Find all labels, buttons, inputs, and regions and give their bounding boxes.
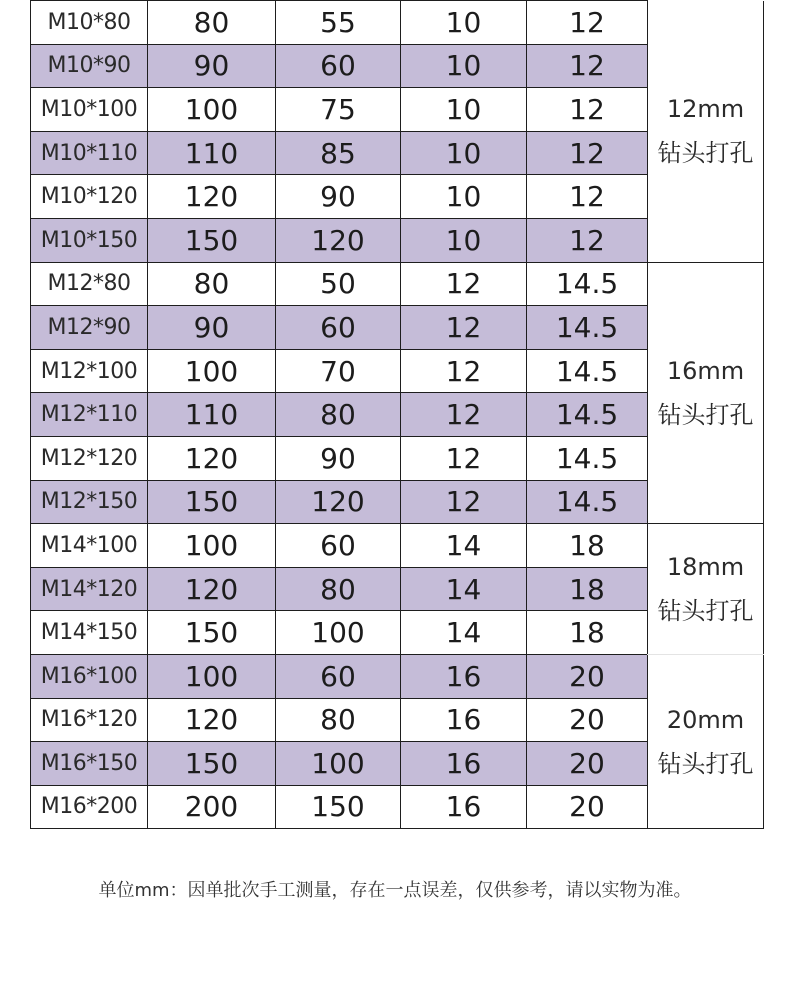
drill-size-cell (648, 1, 764, 263)
model-cell: M12*90 (31, 306, 148, 350)
bolt-diameter-cell: 10 (401, 88, 527, 132)
thread-length-cell: 100 (276, 742, 401, 786)
table-row (31, 524, 764, 568)
bolt-diameter-cell: 14 (401, 567, 527, 611)
table-row (31, 654, 764, 698)
sleeve-diameter-cell: 14.5 (527, 262, 648, 306)
sleeve-diameter-cell: 18 (527, 567, 648, 611)
model-cell: M14*150 (31, 611, 148, 655)
length-cell: 100 (148, 88, 276, 132)
table-row (31, 262, 764, 306)
sleeve-diameter-cell: 12 (527, 218, 648, 262)
sleeve-diameter-cell: 20 (527, 654, 648, 698)
sleeve-diameter-cell: 14.5 (527, 306, 648, 350)
sleeve-diameter-cell: 12 (527, 1, 648, 45)
bolt-diameter-cell: 10 (401, 1, 527, 45)
thread-length-cell: 60 (276, 44, 401, 88)
length-cell: 120 (148, 436, 276, 480)
drill-size-cell (648, 524, 764, 655)
sleeve-diameter-cell: 20 (527, 785, 648, 829)
thread-length-cell: 60 (276, 654, 401, 698)
bolt-diameter-cell: 10 (401, 218, 527, 262)
bolt-diameter-cell: 16 (401, 698, 527, 742)
thread-length-cell: 90 (276, 175, 401, 219)
thread-length-cell: 90 (276, 436, 401, 480)
length-cell: 100 (148, 654, 276, 698)
bolt-diameter-cell: 12 (401, 306, 527, 350)
sleeve-diameter-cell: 12 (527, 175, 648, 219)
length-cell: 110 (148, 393, 276, 437)
bolt-diameter-cell: 12 (401, 436, 527, 480)
sleeve-diameter-cell: 14.5 (527, 480, 648, 524)
model-cell: M10*120 (31, 175, 148, 219)
model-cell: M10*80 (31, 1, 148, 45)
bolt-diameter-cell: 12 (401, 480, 527, 524)
model-cell: M10*90 (31, 44, 148, 88)
drill-method-label: 钻头打孔 (657, 400, 754, 429)
model-cell: M12*80 (31, 262, 148, 306)
table-row (31, 1, 764, 45)
length-cell: 110 (148, 131, 276, 175)
drill-size-label: 12mm (666, 95, 745, 124)
length-cell: 120 (148, 567, 276, 611)
length-cell: 150 (148, 480, 276, 524)
model-cell: M10*110 (31, 131, 148, 175)
bolt-diameter-cell: 16 (401, 785, 527, 829)
thread-length-cell: 150 (276, 785, 401, 829)
model-cell: M12*110 (31, 393, 148, 437)
model-cell: M16*120 (31, 698, 148, 742)
thread-length-cell: 50 (276, 262, 401, 306)
thread-length-cell: 60 (276, 524, 401, 568)
bolt-diameter-cell: 10 (401, 44, 527, 88)
thread-length-cell: 80 (276, 567, 401, 611)
bolt-diameter-cell: 10 (401, 131, 527, 175)
model-cell: M16*200 (31, 785, 148, 829)
drill-method-label: 钻头打孔 (657, 597, 754, 626)
bolt-diameter-cell: 16 (401, 654, 527, 698)
length-cell: 200 (148, 785, 276, 829)
thread-length-cell: 120 (276, 480, 401, 524)
drill-size-cell (648, 262, 764, 524)
model-cell: M10*150 (31, 218, 148, 262)
model-cell: M14*100 (31, 524, 148, 568)
length-cell: 90 (148, 306, 276, 350)
sleeve-diameter-cell: 14.5 (527, 393, 648, 437)
bolt-diameter-cell: 16 (401, 742, 527, 786)
thread-length-cell: 80 (276, 393, 401, 437)
bolt-diameter-cell: 14 (401, 611, 527, 655)
measurement-note: 单位mm：因单批次手工测量，存在一点误差，仅供参考，请以实物为准。 (98, 880, 692, 901)
drill-size-label: 16mm (666, 356, 745, 385)
sleeve-diameter-cell: 20 (527, 698, 648, 742)
drill-method-label: 钻头打孔 (657, 139, 754, 168)
length-cell: 80 (148, 262, 276, 306)
thread-length-cell: 55 (276, 1, 401, 45)
model-cell: M12*120 (31, 436, 148, 480)
thread-length-cell: 120 (276, 218, 401, 262)
drill-method-label: 钻头打孔 (657, 749, 754, 778)
spec-table-body (31, 1, 764, 829)
model-cell: M12*100 (31, 349, 148, 393)
sleeve-diameter-cell: 12 (527, 44, 648, 88)
length-cell: 150 (148, 611, 276, 655)
model-cell: M16*150 (31, 742, 148, 786)
drill-size-cell (648, 654, 764, 828)
sleeve-diameter-cell: 12 (527, 131, 648, 175)
thread-length-cell: 60 (276, 306, 401, 350)
spec-table (30, 0, 764, 829)
model-cell: M10*100 (31, 88, 148, 132)
sleeve-diameter-cell: 12 (527, 88, 648, 132)
sleeve-diameter-cell: 20 (527, 742, 648, 786)
length-cell: 120 (148, 175, 276, 219)
sleeve-diameter-cell: 18 (527, 611, 648, 655)
bolt-diameter-cell: 12 (401, 393, 527, 437)
drill-size-label: 20mm (666, 705, 745, 734)
length-cell: 150 (148, 742, 276, 786)
model-cell: M16*100 (31, 654, 148, 698)
length-cell: 100 (148, 349, 276, 393)
model-cell: M12*150 (31, 480, 148, 524)
length-cell: 80 (148, 1, 276, 45)
drill-size-label: 18mm (666, 553, 745, 582)
bolt-diameter-cell: 12 (401, 262, 527, 306)
sleeve-diameter-cell: 18 (527, 524, 648, 568)
bolt-diameter-cell: 12 (401, 349, 527, 393)
thread-length-cell: 85 (276, 131, 401, 175)
bolt-diameter-cell: 14 (401, 524, 527, 568)
thread-length-cell: 100 (276, 611, 401, 655)
sleeve-diameter-cell: 14.5 (527, 349, 648, 393)
bolt-diameter-cell: 10 (401, 175, 527, 219)
length-cell: 90 (148, 44, 276, 88)
length-cell: 120 (148, 698, 276, 742)
sleeve-diameter-cell: 14.5 (527, 436, 648, 480)
thread-length-cell: 80 (276, 698, 401, 742)
thread-length-cell: 75 (276, 88, 401, 132)
length-cell: 150 (148, 218, 276, 262)
model-cell: M14*120 (31, 567, 148, 611)
length-cell: 100 (148, 524, 276, 568)
thread-length-cell: 70 (276, 349, 401, 393)
